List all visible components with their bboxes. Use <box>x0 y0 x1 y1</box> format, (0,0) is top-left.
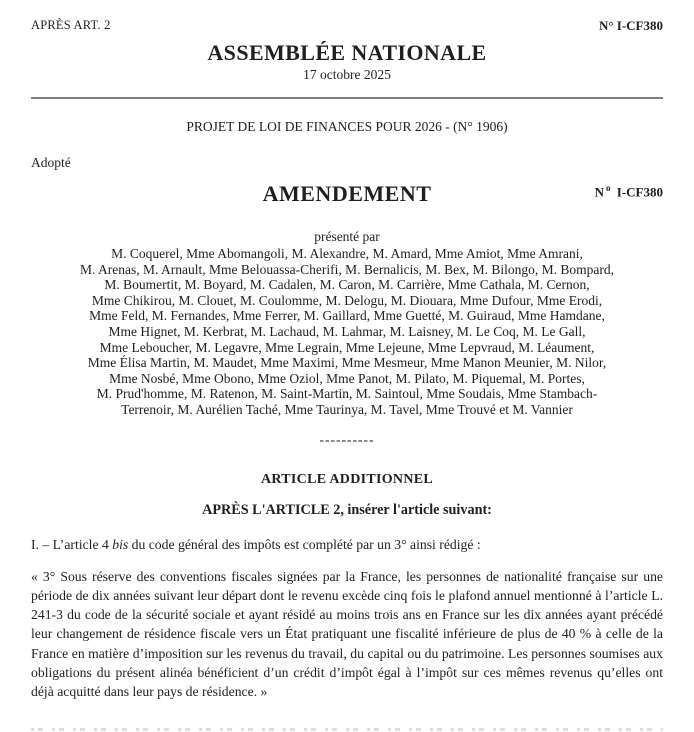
article-reference: APRÈS ART. 2 <box>31 18 111 32</box>
signatory-line: Mme Leboucher, M. Legavre, Mme Legrain, Mme Lejeune, Mme Lepvraud, M. Léaument, <box>99 339 595 355</box>
intro-clause-post: du code général des impôts est complété par un 3° ainsi rédigé : <box>128 536 481 552</box>
amendment-number-rest: I-CF380 <box>613 184 663 200</box>
signatory-line: M. Prud'homme, M. Ratenon, M. Saint-Martin, M. Saintoul, Mme Soudais, Mme Stambach- <box>96 386 598 402</box>
signatory-line: Mme Hignet, M. Kerbrat, M. Lachaud, M. Lahmar, M. Laisney, M. Le Coq, M. Le Gall, <box>108 323 586 339</box>
assembly-title: ASSEMBLÉE NATIONALE <box>207 40 487 65</box>
bill-title: PROJET DE LOI DE FINANCES POUR 2026 - (N° 1906) <box>186 119 508 134</box>
signatory-line: M. Coquerel, Mme Abomangoli, M. Alexandre, M. Amard, Mme Amiot, Mme Amrani, <box>111 246 583 261</box>
amendment-number <box>595 183 663 200</box>
signatory-line: Mme Feld, M. Fernandes, Mme Ferrer, M. Gaillard, Mme Guetté, M. Guiraud, Mme Hamdane, <box>89 308 605 324</box>
document-date: 17 octobre 2025 <box>303 67 391 82</box>
status-adopted: Adopté <box>31 155 71 170</box>
signatory-line: M. Arenas, M. Arnault, Mme Belouassa-Cherifi, M. Bernalicis, M. Bex, M. Bilongo, M. Bompard, <box>80 261 614 277</box>
document-header <box>31 18 663 34</box>
section-title: ARTICLE ADDITIONNEL <box>260 471 434 487</box>
clipped-text-remnant <box>31 728 663 731</box>
signatory-line: Terrenoir, M. Aurélien Taché, Mme Taurinya, M. Tavel, Mme Trouvé et M. Vannier <box>121 401 573 417</box>
amendment-number-n: N <box>594 184 605 200</box>
intro-clause <box>31 537 663 553</box>
intro-clause-italic: bis <box>112 536 129 552</box>
insertion-instruction: APRÈS L'ARTICLE 2, insérer l'article suivant: <box>202 501 492 518</box>
signatory-line: Mme Chikirou, M. Clouet, M. Coulomme, M. Delogu, M. Diouara, Mme Dufour, Mme Erodi, <box>91 292 603 308</box>
intro-clause-pre: I. – L’article 4 <box>31 536 113 552</box>
separator-dashes: ---------- <box>319 431 375 447</box>
amendment-number-sup: o <box>606 183 611 193</box>
amendment-title: AMENDEMENT <box>262 181 432 206</box>
signatory-line: Mme Élisa Martin, M. Maudet, Mme Maximi, Mme Mesmeur, Mme Manon Meunier, M. Nilor, <box>87 355 607 371</box>
amendment-heading-row <box>31 181 663 209</box>
signatory-line: Mme Nosbé, Mme Obono, Mme Oziol, Mme Panot, M. Pilato, M. Piquemal, M. Portes, <box>109 370 585 386</box>
document-number: N° I-CF380 <box>598 18 663 33</box>
signatories-list <box>31 246 663 418</box>
horizontal-divider <box>31 97 663 99</box>
body-paragraph: « 3° Sous réserve des conventions fiscales signées par la France, les personnes de nationalité française sur une période de dix années suivant leur départ dont le revenu excède cinq fois le plafond annuel mentionné à l’article L. 241-3 du code de la sécurité sociale et ayant résidé au moins trois ans en France sur les dix années ayant précédé leur changement de résidence fiscale vers un État pratiquant une fiscalité inférieure de plus de 40 % à celle de la France en matière d’imposition sur les revenus du travail, du capital ou du patrimoine. Les personnes soumises aux obligations du présent alinéa bénéficient d’un crédit d’impôt égal à l’impôt sur ces mêmes revenus qu’elles ont déjà acquitté dans leur pays de résidence. » <box>31 568 663 700</box>
signatory-line: M. Boumertit, M. Boyard, M. Cadalen, M. Caron, M. Carrière, Mme Cathala, M. Cernon, <box>104 277 590 293</box>
presented-by-label: présenté par <box>314 229 380 244</box>
